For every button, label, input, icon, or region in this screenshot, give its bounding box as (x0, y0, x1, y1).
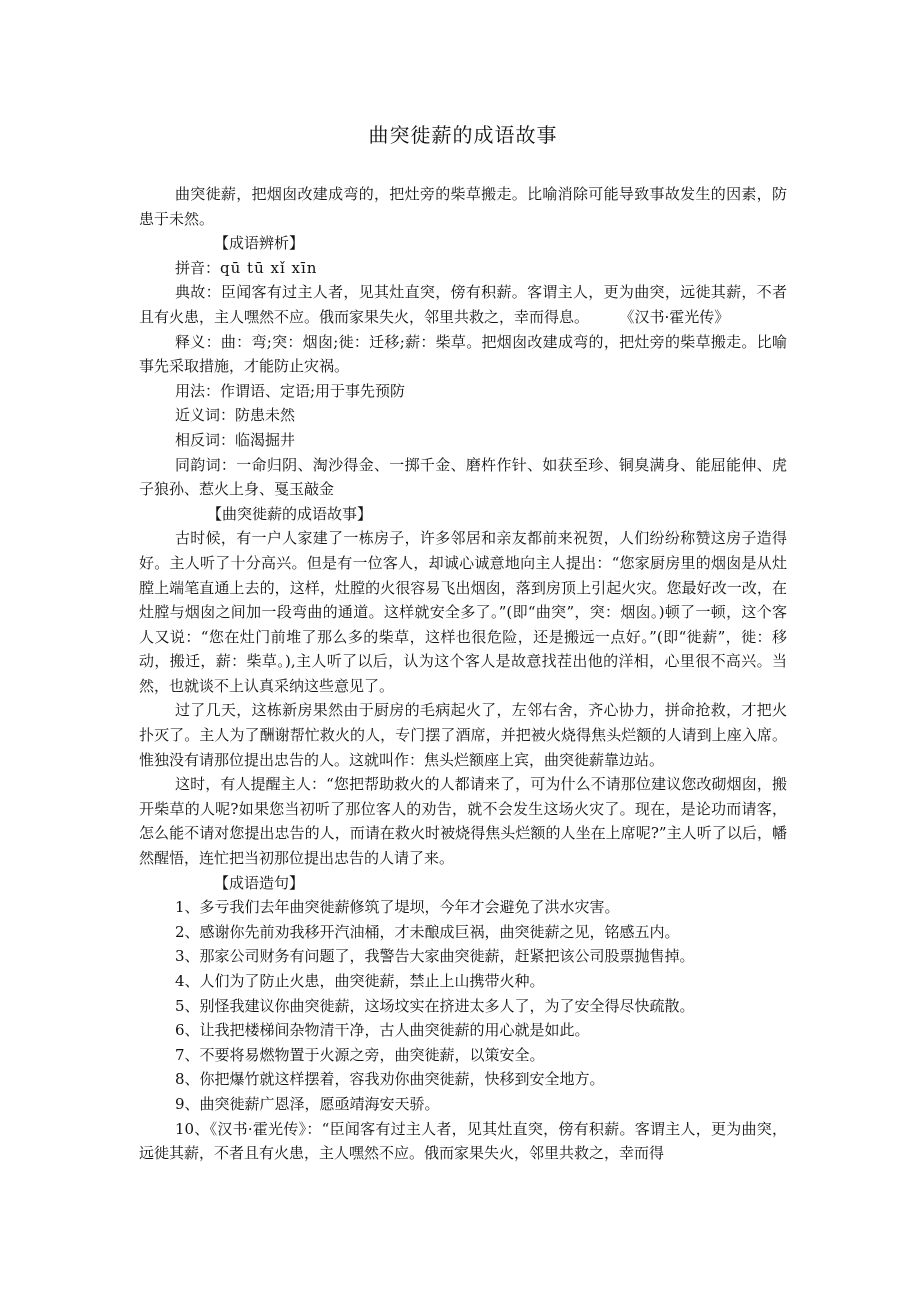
pinyin-value: qū tū xǐ xīn (220, 258, 318, 277)
pinyin-label: 拼音： (175, 258, 221, 277)
sentence-item: 9、曲突徙薪广恩泽，愿亟靖海安天骄。 (175, 1094, 440, 1113)
allusion-source: 《汉书·霍光传》 (627, 307, 730, 326)
sentence-item: 3、那家公司财务有问题了，我警告大家曲突徙薪，赶紧把该公司股票抛售掉。 (175, 947, 695, 966)
sentence-item: 10、《汉书·霍光传》：“臣闻客有过主人者，见其灶直突，傍有积薪。客谓主人，更为曲突，远徙其薪，不者且有火患，主人嘿然不应。俄而家果失火，邻里共救之，幸而得 (139, 1119, 787, 1163)
sentence-item: 2、感谢你先前劝我移开汽油桶，才未酿成巨祸，曲突徙薪之见，铭感五内。 (175, 922, 680, 941)
story-paragraph-1: 古时候，有一户人家建了一栋房子，许多邻居和亲友都前来祝贺，人们纷纷称赞这房子造得好。主人听了十分高兴。但是有一位客人，却诚心诚意地向主人提出：“您家厨房里的烟囱是从灶膛上端笔直通上去的，这样，灶膛的火很容易飞出烟囱，落到房顶上引起火灾。您最好改一改，在灶膛与烟囱之间加一段弯曲的通道。这样就安全多了。”(即“曲突”，突：烟囱。)顿了一顿，这个客人又说：“您在灶门前堆了那么多的柴草，这样也很危险，还是搬远一点好。”(即“徙薪”，徙：移动，搬迁，薪：柴草。),主人听了以后，认为这个客人是故意找茬出他的洋相，心里很不高兴。当然，也就谈不上认真采纳这些意见了。 (139, 529, 787, 695)
rhyme-paragraph: 同韵词：一命归阴、淘沙得金、一掷千金、磨杵作针、如获至珍、铜臭满身、能屈能伸、虎子狼孙、惹火上身、戛玉敲金 (139, 455, 787, 499)
sentence-item: 4、人们为了防止火患，曲突徙薪，禁止上山携带火种。 (175, 972, 545, 990)
document-body (139, 182, 787, 1166)
story-paragraph-3: 这时，有人提醒主人：“您把帮助救火的人都请来了，可为什么不请那位建议您改砌烟囱，搬开柴草的人呢?如果您当初听了那位客人的劝告，就不会发生这场火灾了。现在，是论功而请客，怎么能不请对您提出忠告的人，而请在救火时被烧得焦头烂额的人坐在上席呢?”主人听了以后，幡然醒悟，连忙把当初那位提出忠告的人请了来。 (139, 775, 787, 868)
allusion-paragraph (139, 280, 787, 329)
intro-paragraph: 曲突徙薪，把烟囱改建成弯的，把灶旁的柴草搬走。比喻消除可能导致事故发生的因素，防患于未然。 (139, 185, 787, 228)
story-paragraph-2: 过了几天，这栋新房果然由于厨房的毛病起火了，左邻右舍，齐心协力，拼命抢救，才把火扑灭了。主人为了酬谢帮忙救火的人，专门摆了酒席，并把被火烧得焦头烂额的人请到上座入席。惟独没有请那位提出忠告的人。这就叫作：焦头烂额座上宾，曲突徙薪靠边站。 (139, 701, 787, 769)
pinyin-line (139, 256, 787, 281)
analysis-heading: 【成语辨析】 (214, 234, 305, 253)
story-heading: 【曲突徙薪的成语故事】 (207, 504, 373, 523)
antonym-line: 相反词：临渴掘井 (175, 430, 296, 449)
meaning-paragraph: 释义：曲：弯;突：烟囱;徙：迁移;薪：柴草。把烟囱改建成弯的，把灶旁的柴草搬走。比喻事先采取措施，才能防止灾祸。 (139, 332, 787, 376)
sentence-item: 8、你把爆竹就这样摆着，容我劝你曲突徙薪，快移到安全地方。 (175, 1070, 605, 1089)
allusion-text: 典故：臣闻客有过主人者，见其灶直突，傍有积薪。客谓主人，更为曲突，远徙其薪，不者且有火患，主人嘿然不应。俄而家果失火，邻里共救之，幸而得息。 (139, 283, 787, 326)
usage-line: 用法：作谓语、定语;用于事先预防 (175, 381, 406, 400)
document-title: 曲突徙薪的成语故事 (368, 123, 558, 147)
sentence-item: 7、不要将易燃物置于火源之旁，曲突徙薪，以策安全。 (175, 1045, 545, 1064)
sentence-item: 6、让我把楼梯间杂物清干净，古人曲突徙薪的用心就是如此。 (175, 1021, 590, 1040)
sentence-heading: 【成语造句】 (214, 873, 305, 892)
synonym-line: 近义词：防患未然 (175, 406, 296, 425)
sentence-item: 5、别怪我建议你曲突徙薪，这场坟实在挤进太多人了，为了安全得尽快疏散。 (175, 996, 695, 1015)
sentence-item: 1、多亏我们去年曲突徙薪修筑了堤坝，今年才会避免了洪水灾害。 (175, 898, 620, 917)
